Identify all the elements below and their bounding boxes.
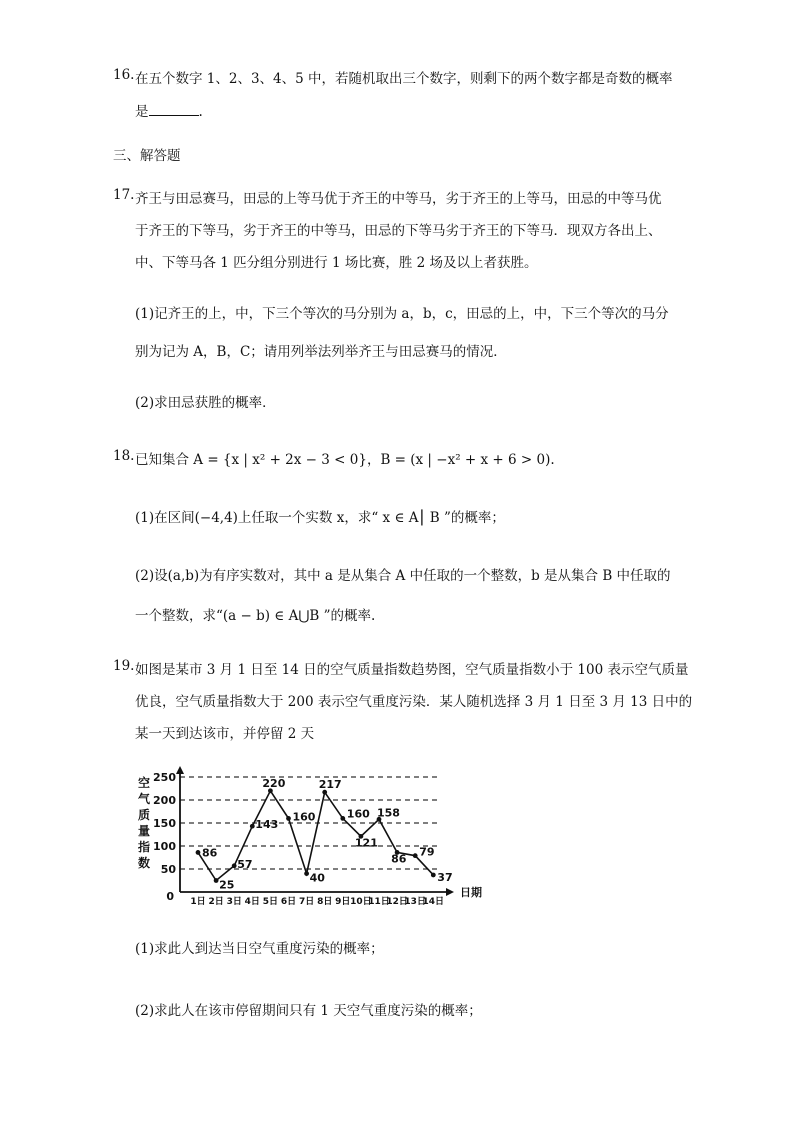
- y-tick-label: 100: [153, 840, 176, 853]
- question-16-line2-prefix: 是: [135, 104, 149, 120]
- x-tick-label: 14日: [422, 897, 445, 907]
- x-axis-arrow: [446, 888, 454, 896]
- origin-label: 0: [166, 890, 174, 903]
- question-18-part1: (1)在区间(−4,4)上任取一个实数 x，求“ x ∈ A⎮ B ”的概率；: [135, 510, 505, 526]
- question-18-number: 18.: [113, 448, 135, 464]
- data-point: [413, 853, 418, 858]
- question-17-line3: 中、下等马各 1 匹分组分别进行 1 场比赛，胜 2 场及以上者获胜。: [135, 255, 538, 271]
- question-17-number: 17.: [113, 187, 135, 203]
- answer-blank: [149, 103, 199, 116]
- question-16-number: 16.: [113, 67, 135, 83]
- data-label: 86: [391, 852, 407, 866]
- x-tick-label: 10日: [350, 897, 372, 907]
- question-19-line2: 优良，空气质量指数大于 200 表示空气重度污染．某人随机选择 3 月 1 日至 3 月 13 日中的: [135, 694, 693, 710]
- data-label: 217: [318, 778, 342, 792]
- air-quality-line-chart: [130, 765, 500, 915]
- y-axis-title-char: 量: [137, 824, 151, 838]
- data-label: 160: [346, 807, 370, 821]
- question-19-part2: (2)求此人在该市停留期间只有 1 天空气重度污染的概率；: [135, 1003, 482, 1019]
- question-17-line1: 齐王与田忌赛马，田忌的上等马优于齐王的中等马，劣于齐王的上等马，田忌的中等马优: [135, 191, 662, 207]
- y-axis-title-char: 质: [137, 808, 151, 822]
- x-tick-label: 7日: [298, 897, 315, 907]
- question-19-line1: 如图是某市 3 月 1 日至 14 日的空气质量指数趋势图，空气质量指数小于 100 表示空气质量: [135, 662, 689, 678]
- x-axis-title: 日期: [460, 886, 482, 899]
- y-tick-label: 200: [153, 794, 176, 807]
- data-point: [304, 871, 309, 876]
- y-axis-title-char: 指: [137, 840, 151, 854]
- y-axis-arrow: [176, 766, 184, 774]
- x-tick-label: 12日: [386, 897, 408, 907]
- data-point: [232, 863, 237, 868]
- data-label: 57: [237, 857, 253, 871]
- question-16-line1: 在五个数字 1、2、3、4、5 中，若随机取出三个数字，则剩下的两个数字都是奇数的概率: [135, 71, 673, 87]
- data-label: 37: [437, 870, 453, 884]
- y-tick-label: 50: [160, 863, 176, 876]
- data-label: 143: [255, 818, 279, 832]
- data-label: 220: [262, 776, 286, 790]
- x-tick-label: 3日: [226, 897, 242, 907]
- y-axis-title-char: 数: [137, 856, 151, 870]
- data-label: 79: [419, 845, 435, 859]
- question-17-part1-line2: 别为记为 A，B，C；请用列举法列举齐王与田忌赛马的情况．: [135, 344, 507, 360]
- y-tick-label: 150: [153, 817, 176, 830]
- x-tick-label: 6日: [280, 897, 297, 907]
- question-17-part2: (2)求田忌获胜的概率．: [135, 395, 276, 411]
- x-tick-label: 11日: [368, 897, 390, 907]
- question-18-part2-line2: 一个整数，求“(a − b) ∈ A⋃B ”的概率.: [135, 608, 376, 624]
- x-tick-label: 8日: [317, 897, 333, 907]
- data-label: 121: [354, 836, 378, 850]
- question-17-part1-line1: (1)记齐王的上，中，下三个等次的马分别为 a，b，c，田忌的上，中，下三个等次的马分: [135, 306, 669, 322]
- section-title: 三、解答题: [113, 148, 181, 164]
- x-tick-label: 4日: [244, 897, 260, 907]
- question-19-number: 19.: [113, 658, 135, 674]
- y-axis-title-char: 空: [137, 776, 151, 790]
- y-axis-title-char: 气: [137, 792, 151, 806]
- data-label: 40: [309, 871, 325, 885]
- question-17-line2: 于齐王的下等马，劣于齐王的中等马，田忌的下等马劣于齐王的下等马．现双方各出上、: [135, 223, 662, 239]
- question-19-part1: (1)求此人到达当日空气重度污染的概率；: [135, 941, 384, 957]
- x-tick-label: 13日: [404, 897, 426, 907]
- question-16-line2: [135, 100, 203, 120]
- data-point: [431, 873, 436, 878]
- data-label: 25: [219, 878, 235, 892]
- question-16-line2-suffix: .: [198, 104, 203, 120]
- data-point: [214, 878, 219, 883]
- data-label: 86: [202, 846, 218, 860]
- data-point: [286, 816, 291, 821]
- data-point: [340, 816, 345, 821]
- question-18-part2-line1: (2)设(a,b)为有序实数对，其中 a 是从集合 A 中任取的一个整数，b 是从集合 B 中任取的: [135, 568, 671, 584]
- y-tick-label: 250: [153, 771, 176, 784]
- x-tick-label: 5日: [262, 897, 279, 907]
- data-point: [250, 824, 255, 829]
- data-label: 160: [292, 810, 316, 824]
- x-tick-label: 2日: [208, 897, 224, 907]
- x-tick-label: 9日: [335, 897, 351, 907]
- x-tick-label: 1日: [190, 897, 206, 907]
- question-18-intro: 已知集合 A = {x | x² + 2x − 3 < 0}，B = (x | −x² + x + 6 > 0).: [135, 452, 555, 468]
- data-label: 158: [377, 806, 400, 820]
- data-point: [196, 850, 201, 855]
- question-19-line3: 某一天到达该市，并停留 2 天: [135, 726, 315, 742]
